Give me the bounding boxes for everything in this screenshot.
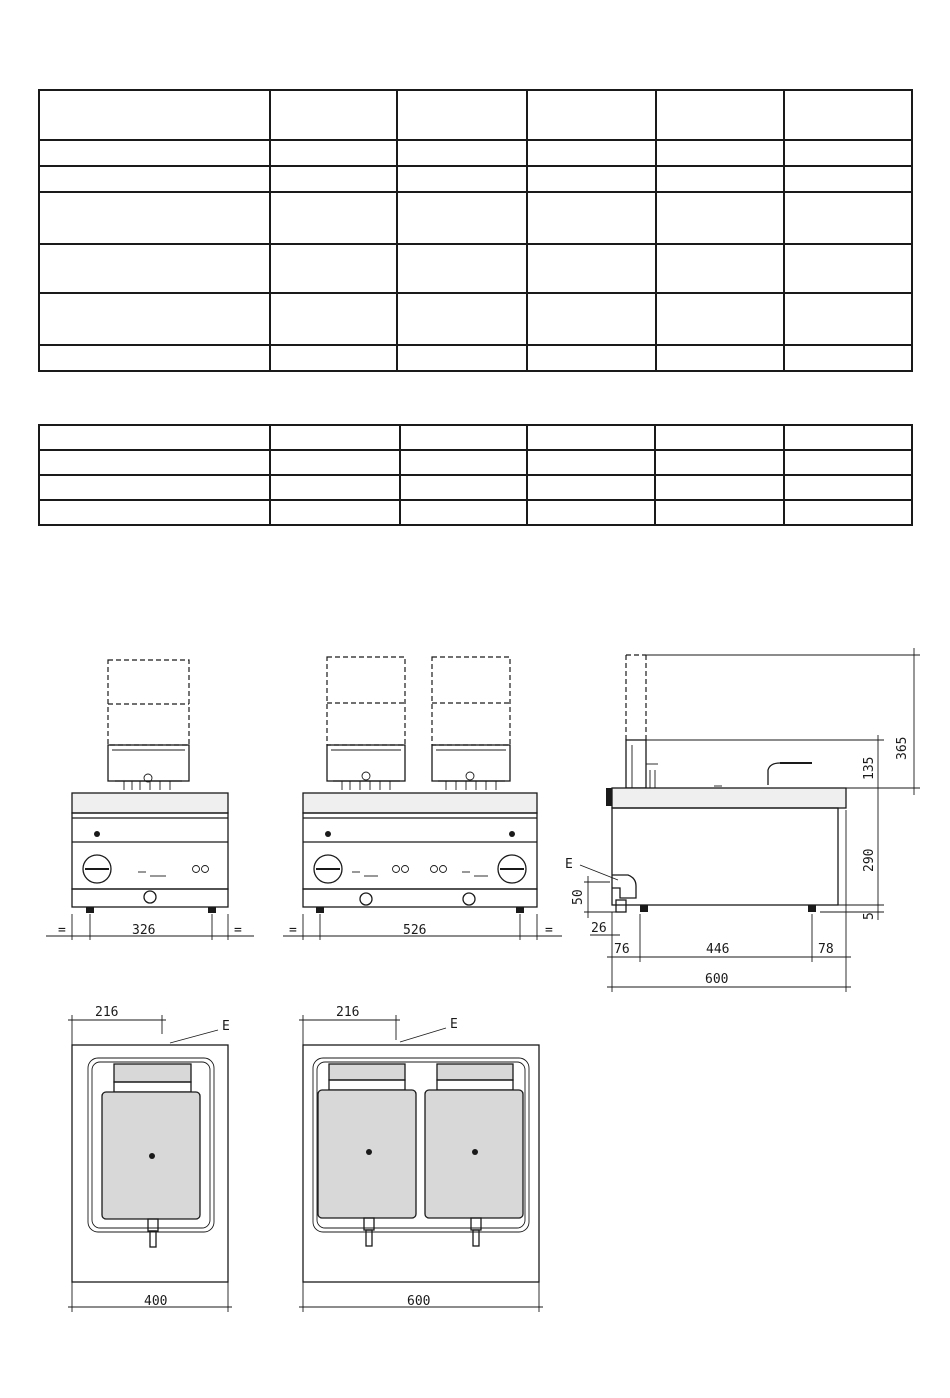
dim-290-label: 290 — [862, 848, 877, 872]
dim-365-label: 365 — [895, 736, 910, 760]
sym-left-label: = — [58, 923, 66, 938]
dim-600-label: 600 — [705, 972, 729, 987]
side-view — [565, 648, 920, 992]
width-dim-label: 600 — [407, 1294, 431, 1309]
dim-76-label: 76 — [614, 942, 630, 957]
dim-446-label: 446 — [706, 942, 730, 957]
dim-216-label: 216 — [95, 1005, 119, 1020]
valve-label: E — [450, 1017, 458, 1032]
top-view-double — [299, 1005, 543, 1312]
width-dim-label: 526 — [403, 923, 427, 938]
dim-50-label: 50 — [571, 889, 586, 905]
dim-135-label: 135 — [862, 756, 877, 780]
top-view-single — [68, 1005, 232, 1312]
front-view-single — [46, 660, 254, 940]
sym-right-label: = — [545, 923, 553, 938]
sym-left-label: = — [289, 923, 297, 938]
width-dim-label: 326 — [132, 923, 156, 938]
valve-label: E — [565, 857, 573, 872]
width-dim-label: 400 — [144, 1294, 168, 1309]
dim-216-label: 216 — [336, 1005, 360, 1020]
dim-5-label: 5 — [862, 912, 877, 920]
dim-78-label: 78 — [818, 942, 834, 957]
front-view-double — [283, 657, 562, 940]
dim-26-label: 26 — [591, 921, 607, 936]
valve-label: E — [222, 1019, 230, 1034]
sym-right-label: = — [234, 923, 242, 938]
